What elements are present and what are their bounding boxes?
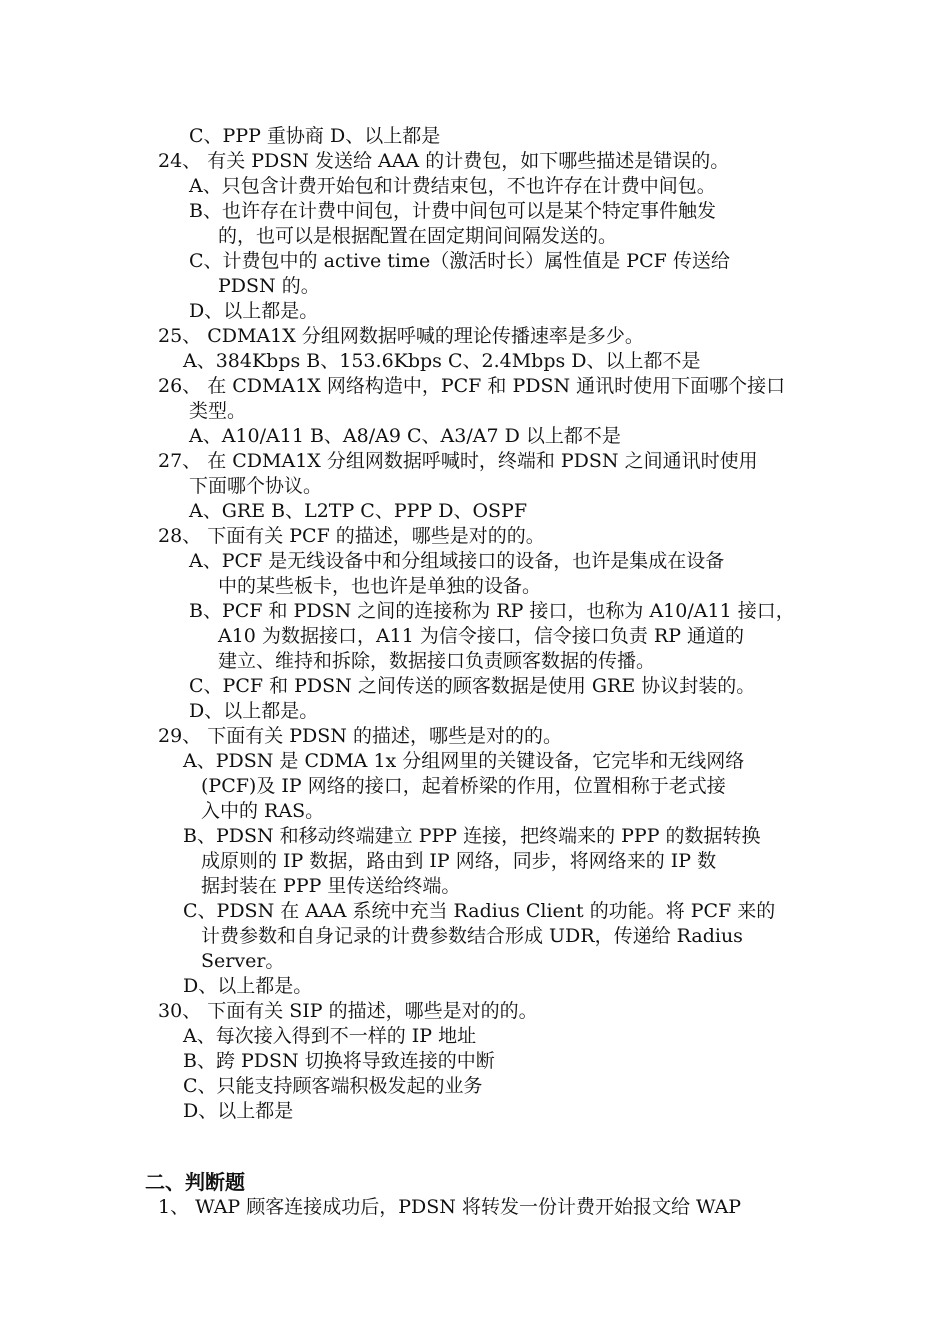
q28-option-b-cont-1: A10 为数据接口，A11 为信令接口，信令接口负责 RP 通道的 — [218, 625, 745, 647]
q29-option-a-cont-2: 入中的 RAS。 — [201, 800, 325, 822]
q24-option-b-cont: 的，也可以是根据配置在固定期间间隔发送的。 — [218, 225, 618, 247]
section-heading: 二、判断题 — [145, 1170, 245, 1194]
tf-q1: 1、 WAP 顾客连接成功后，PDSN 将转发一份计费开始报文给 WAP — [158, 1196, 742, 1218]
q27-question-cont: 下面哪个协议。 — [189, 475, 323, 497]
q29-option-a: A、PDSN 是 CDMA 1x 分组网里的关键设备，它完毕和无线网络 — [183, 750, 745, 772]
q24-option-c: C、计费包中的 active time（激活时长）属性值是 PCF 传送给 — [189, 250, 730, 272]
q25-options: A、384Kbps B、153.6Kbps C、2.4Mbps D、以上都不是 — [183, 350, 701, 372]
q28-question: 28、 下面有关 PCF 的描述，哪些是对的的。 — [158, 525, 545, 547]
q29-option-b-cont-1: 成原则的 IP 数据，路由到 IP 网络，同步，将网络来的 IP 数 — [201, 850, 717, 872]
q29-option-c-cont-2: Server。 — [201, 950, 285, 972]
q29-option-a-cont-1: (PCF)及 IP 网络的接口，起着桥梁的作用，位置相称于老式接 — [201, 775, 726, 797]
q28-option-b: B、PCF 和 PDSN 之间的连接称为 RP 接口，也称为 A10/A11 接口， — [189, 600, 795, 622]
q24-option-d: D、以上都是。 — [189, 300, 319, 322]
q28-option-c: C、PCF 和 PDSN 之间传送的顾客数据是使用 GRE 协议封装的。 — [189, 675, 756, 697]
q24-option-c-cont: PDSN 的。 — [218, 275, 320, 297]
q29-option-c: C、PDSN 在 AAA 系统中充当 Radius Client 的功能。将 PCF 来的 — [183, 900, 776, 922]
q30-option-d: D、以上都是 — [183, 1100, 294, 1122]
q30-option-c: C、只能支持顾客端积极发起的业务 — [183, 1075, 483, 1097]
q29-option-b: B、PDSN 和移动终端建立 PPP 连接，把终端来的 PPP 的数据转换 — [183, 825, 761, 847]
q24-option-a: A、只包含计费开始包和计费结束包，不也许存在计费中间包。 — [189, 175, 716, 197]
q28-option-b-cont-2: 建立、维持和拆除，数据接口负责顾客数据的传播。 — [218, 650, 656, 672]
q30-option-a: A、每次接入得到不一样的 IP 地址 — [183, 1025, 477, 1047]
q25-question: 25、 CDMA1X 分组网数据呼喊的理论传播速率是多少。 — [158, 325, 644, 347]
q30-question: 30、 下面有关 SIP 的描述，哪些是对的的。 — [158, 1000, 538, 1022]
q24-question: 24、 有关 PDSN 发送给 AAA 的计费包，如下哪些描述是错误的。 — [158, 150, 730, 172]
q28-option-a-cont: 中的某些板卡，也也许是单独的设备。 — [218, 575, 542, 597]
q27-question: 27、 在 CDMA1X 分组网数据呼喊时，终端和 PDSN 之间通讯时使用 — [158, 450, 758, 472]
q27-options: A、GRE B、L2TP C、PPP D、OSPF — [189, 500, 528, 522]
q26-options: A、A10/A11 B、A8/A9 C、A3/A7 D 以上都不是 — [189, 425, 621, 447]
q26-question-cont: 类型。 — [189, 400, 247, 422]
q24-option-b: B、也许存在计费中间包，计费中间包可以是某个特定事件触发 — [189, 200, 716, 222]
q29-question: 29、 下面有关 PDSN 的描述，哪些是对的的。 — [158, 725, 562, 747]
q23-option-cd: C、PPP 重协商 D、以上都是 — [189, 125, 441, 147]
q28-option-a: A、PCF 是无线设备中和分组域接口的设备，也许是集成在设备 — [189, 550, 725, 572]
q29-option-b-cont-2: 据封装在 PPP 里传送给终端。 — [201, 875, 461, 897]
q30-option-b: B、跨 PDSN 切换将导致连接的中断 — [183, 1050, 495, 1072]
q29-option-d: D、以上都是。 — [183, 975, 313, 997]
q26-question: 26、 在 CDMA1X 网络构造中，PCF 和 PDSN 通讯时使用下面哪个接口 — [158, 375, 786, 397]
q28-option-d: D、以上都是。 — [189, 700, 319, 722]
q29-option-c-cont-1: 计费参数和自身记录的计费参数结合形成 UDR，传递给 Radius — [201, 925, 743, 947]
